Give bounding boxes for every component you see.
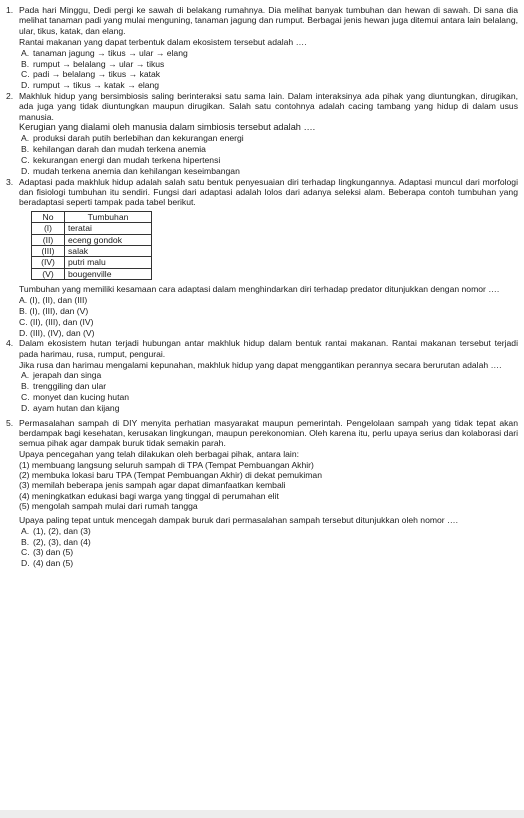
question-3 <box>6 177 518 339</box>
table-header-no: No <box>32 211 65 222</box>
option-a[interactable] <box>19 526 518 536</box>
question-prompt: Jika rusa dan harimau mengalami kepunahan, makhluk hidup yang dapat menggantikan perannya secara berurutan adalah …. <box>19 359 502 370</box>
table-row <box>32 245 152 256</box>
plant-table <box>31 211 152 280</box>
option-letter: B. <box>19 305 28 316</box>
option-text: (3) dan (5) <box>33 547 74 558</box>
table-row <box>32 223 152 234</box>
option-letter: C. <box>21 69 30 80</box>
option-d[interactable] <box>19 166 518 176</box>
option-text: kehilangan darah dan mudah terkena anemia <box>33 144 206 155</box>
option-b[interactable] <box>19 381 518 391</box>
option-letter: A. <box>21 370 30 381</box>
question-stem: Dalam ekosistem hutan terjadi hubungan antar makhluk hidup dalam bentuk rantai makanan. Rantai makanan tersebut terjadi pada harimau, rusa, rumput, pengurai. <box>19 338 518 359</box>
question-2 <box>6 91 518 177</box>
option-a[interactable] <box>19 370 518 380</box>
option-text: (1), (2), dan (3) <box>33 525 91 536</box>
option-letter: D. <box>21 80 30 91</box>
table-cell-plant: putri malu <box>65 257 152 268</box>
option-letter: B. <box>21 381 30 392</box>
option-text: jerapah dan singa <box>33 370 102 381</box>
question-prompt: Rantai makanan yang dapat terbentuk dalam ekosistem tersebut adalah …. <box>19 36 307 47</box>
table-row <box>32 268 152 279</box>
option-d[interactable] <box>19 328 518 338</box>
option-text: trenggiling dan ular <box>33 381 107 392</box>
question-prompt: Tumbuhan yang memiliki kesamaan cara adaptasi dalam menghindarkan diri terhadap predator ditunjukkan dengan nomor …. <box>19 284 500 295</box>
option-letter: B. <box>21 58 30 69</box>
option-letter: D. <box>21 558 30 569</box>
question-1 <box>6 5 518 91</box>
option-c[interactable] <box>19 547 518 557</box>
option-letter: C. <box>19 316 28 327</box>
option-text: produksi darah putih berlebihan dan kekurangan energi <box>33 133 244 144</box>
option-text: (I), (III), dan (V) <box>29 305 89 316</box>
table-cell-plant: salak <box>65 245 152 256</box>
option-text: tanaman jagung → tikus → ular → elang <box>33 47 188 58</box>
option-letter: A. <box>21 525 30 536</box>
question-stem: Adaptasi pada makhluk hidup adalah salah satu bentuk penyesuaian diri terhadap lingkungannya. Adaptasi muncul dari morfologi dan fisiologi tumbuhan itu sendiri. Fungsi dari adaptasi adalah lolos dari adanya seleksi alam. Beberapa contoh tumbuhan yang beradaptasi seperti tampak pada tabel berikut. <box>19 176 518 208</box>
option-text: (4) dan (5) <box>33 558 74 569</box>
table-row <box>32 234 152 245</box>
question-prompt: Upaya pencegahan yang telah dilakukan oleh berbagai pihak, antara lain: <box>19 449 299 460</box>
option-a[interactable] <box>19 48 518 58</box>
table-header-plant: Tumbuhan <box>65 211 152 222</box>
option-text: kekurangan energi dan mudah terkena hipertensi <box>33 155 221 166</box>
option-letter: C. <box>21 547 30 558</box>
statement-item: (5) mengolah sampah mulai dari rumah tangga <box>19 501 198 512</box>
question-prompt: Kerugian yang dialami oleh manusia dalam simbiosis tersebut adalah …. <box>19 122 316 133</box>
option-a[interactable] <box>19 133 518 143</box>
option-letter: A. <box>21 133 30 144</box>
option-c[interactable] <box>19 317 518 327</box>
option-letter: B. <box>21 536 30 547</box>
option-b[interactable] <box>19 306 518 316</box>
statement-item: (3) memilah beberapa jenis sampah agar dapat dimanfaatkan kembali <box>19 480 286 491</box>
option-letter: D. <box>21 403 30 414</box>
question-number: 2. <box>6 90 14 101</box>
option-letter: D. <box>19 327 28 338</box>
question-number: 4. <box>6 338 14 349</box>
question-number: 3. <box>6 176 14 187</box>
question-prompt: Upaya paling tepat untuk mencegah dampak buruk dari permasalahan sampah tersebut ditunjukkan oleh nomor …. <box>19 514 459 525</box>
option-text: (III), (IV), dan (V) <box>29 327 95 338</box>
option-letter: C. <box>21 155 30 166</box>
option-text: rumput → belalang → ular → tikus <box>33 58 165 69</box>
table-cell-no: (V) <box>32 268 65 279</box>
table-cell-plant: eceng gondok <box>65 234 152 245</box>
option-c[interactable] <box>19 392 518 402</box>
table-cell-plant: bougenville <box>65 268 152 279</box>
page-bottom-bar <box>0 810 524 818</box>
option-text: monyet dan kucing hutan <box>33 392 130 403</box>
statement-item: (2) membuka lokasi baru TPA (Tempat Pembuangan Akhir) di dekat pemukiman <box>19 470 322 481</box>
option-letter: A. <box>21 47 30 58</box>
option-b[interactable] <box>19 537 518 547</box>
option-b[interactable] <box>19 144 518 154</box>
table-cell-no: (I) <box>32 223 65 234</box>
option-b[interactable] <box>19 59 518 69</box>
table-cell-plant: teratai <box>65 223 152 234</box>
option-letter: C. <box>21 392 30 403</box>
question-number: 5. <box>6 417 14 428</box>
question-stem: Permasalahan sampah di DIY menyita perhatian masyarakat maupun pemerintah. Pengelolaan sampah yang tidak tepat akan berdampak bagi kesehatan, kerusakan lingkungan, maupun perekonomian. Oleh karena itu, perlu upaya serius dan kolaborasi dari semua pihak agar dampak buruk tidak semakin parah. <box>19 417 518 449</box>
option-text: (2), (3), dan (4) <box>33 536 91 547</box>
statement-item: (4) meningkatkan edukasi bagi warga yang tinggal di perumahan elit <box>19 490 279 501</box>
option-text: (II), (III), dan (IV) <box>29 316 94 327</box>
statement-item: (1) membuang langsung seluruh sampah di TPA (Tempat Pembuangan Akhir) <box>19 459 314 470</box>
option-text: (I), (II), dan (III) <box>29 295 88 306</box>
question-4 <box>6 338 518 413</box>
option-c[interactable] <box>19 155 518 165</box>
table-cell-no: (III) <box>32 245 65 256</box>
table-header-row <box>32 211 152 222</box>
table-cell-no: (II) <box>32 234 65 245</box>
option-letter: A. <box>19 295 28 306</box>
option-text: ayam hutan dan kijang <box>33 403 120 414</box>
question-number: 1. <box>6 5 14 15</box>
option-letter: D. <box>21 166 30 177</box>
table-cell-no: (IV) <box>32 257 65 268</box>
option-text: rumput → tikus → katak → elang <box>33 80 160 91</box>
option-a[interactable] <box>19 295 518 305</box>
question-stem: Makhluk hidup yang bersimbiosis saling berinteraksi satu sama lain. Dalam interaksinya ada pihak yang diuntungkan, dirugikan, ada juga yang tidak diuntungkan maupun dirugikan. Salah satu contohnya adalah cacing tambang yang hidup di dalam usus manusia. <box>19 90 518 122</box>
table-row <box>32 257 152 268</box>
question-stem: Pada hari Minggu, Dedi pergi ke sawah di belakang rumahnya. Dia melihat banyak tumbuhan dan hewan di sawah. Di sana dia melihat tanaman padi yang mulai menguning, tanaman jagung dan rumput. Berbagai jenis hewan juga ditemui antara lain belalang, ular, tikus, katak, dan elang. <box>19 5 518 36</box>
option-c[interactable] <box>19 69 518 79</box>
option-d[interactable] <box>19 80 518 90</box>
statement-list <box>19 460 518 512</box>
question-5 <box>6 418 518 569</box>
option-letter: B. <box>21 144 30 155</box>
option-d[interactable] <box>19 558 518 568</box>
option-text: padi → belalang → tikus → katak <box>33 69 161 80</box>
option-text: mudah terkena anemia dan kehilangan keseimbangan <box>33 166 240 177</box>
option-d[interactable] <box>19 403 518 413</box>
